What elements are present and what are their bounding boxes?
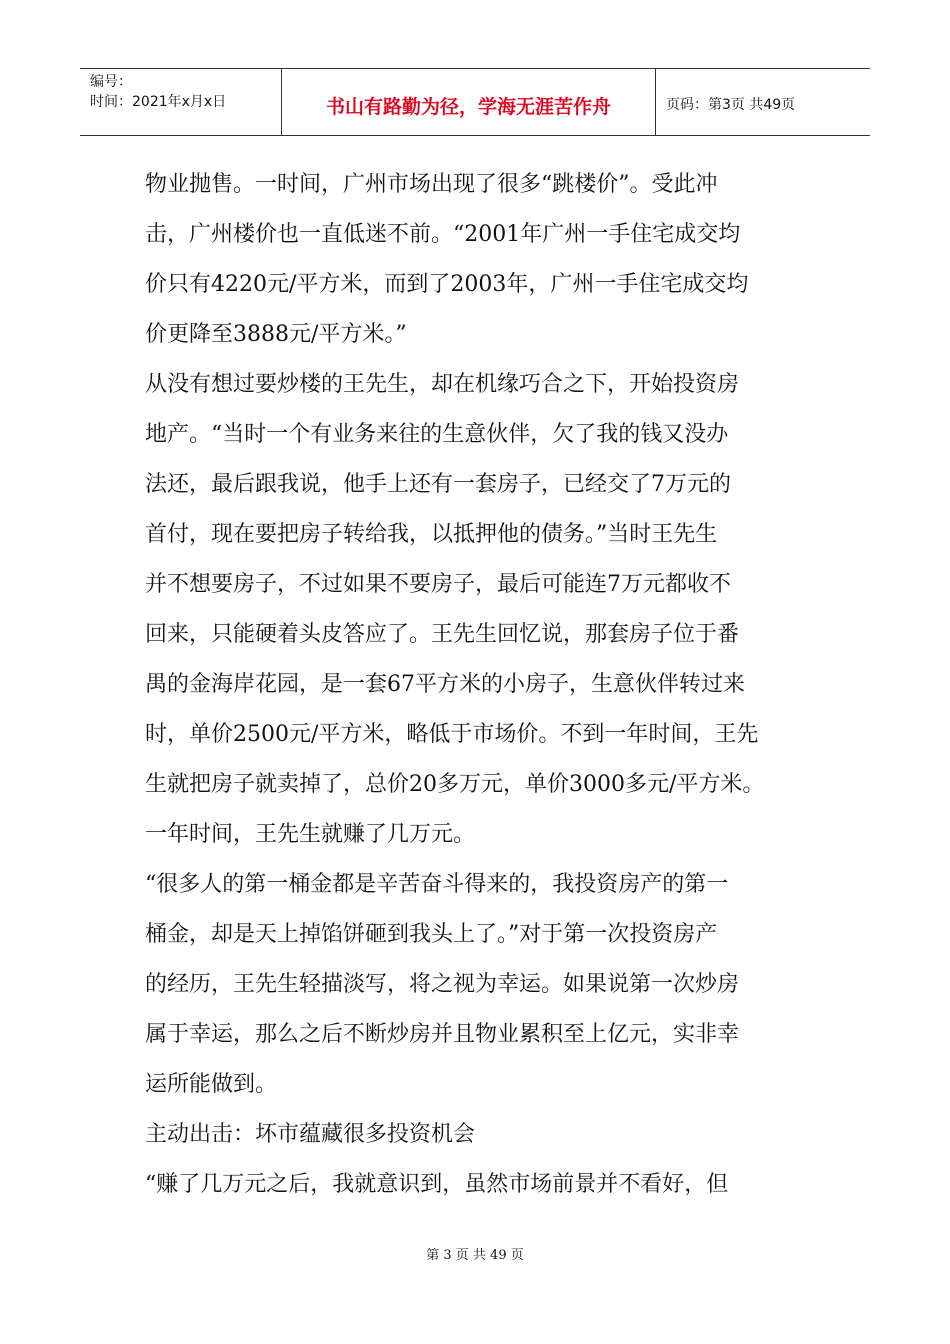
document-body (145, 160, 815, 1210)
body-line: “很多人的第一桶金都是辛苦奋斗得来的，我投资房产的第一 (145, 872, 729, 897)
page-header (80, 68, 870, 136)
body-line: 并不想要房子，不过如果不要房子，最后可能连7万元都收不 (145, 572, 731, 597)
document-number: 编号： (90, 74, 132, 90)
body-line: 击，广州楼价也一直低迷不前。“2001年广州一手住宅成交均 (145, 222, 741, 247)
header-motto: 书山有路勤为径，学海无涯苦作舟 (282, 69, 656, 135)
header-page-info: 页码：第3页 共49页 (666, 97, 796, 113)
section-heading: 主动出击：坏市蕴藏很多投资机会 (145, 1122, 476, 1147)
body-line: 首付，现在要把房子转给我，以抵押他的债务。”当时王先生 (145, 522, 718, 547)
body-line: 一年时间，王先生就赚了几万元。 (145, 822, 476, 847)
body-line: “赚了几万元之后，我就意识到，虽然市场前景并不看好，但 (145, 1172, 729, 1197)
body-line: 价只有4220元/平方米，而到了2003年，广州一手住宅成交均 (145, 272, 749, 297)
page-footer: 第 3 页 共 49 页 (426, 1248, 524, 1263)
body-line: 价更降至3888元/平方米。” (145, 322, 407, 347)
body-line: 的经历，王先生轻描淡写，将之视为幸运。如果说第一次炒房 (145, 972, 740, 997)
body-line: 属于幸运，那么之后不断炒房并且物业累积至上亿元，实非幸 (145, 1022, 740, 1047)
document-date: 时间：2021年x月x日 (90, 94, 227, 110)
header-meta (80, 69, 282, 135)
body-line: 运所能做到。 (145, 1072, 278, 1097)
body-line: 回来，只能硬着头皮答应了。王先生回忆说，那套房子位于番 (145, 622, 740, 647)
body-line: 时，单价2500元/平方米，略低于市场价。不到一年时间，王先 (145, 722, 759, 747)
body-line: 禺的金海岸花园，是一套67平方米的小房子，生意伙伴转过来 (145, 672, 745, 697)
body-line: 物业抛售。一时间，广州市场出现了很多“跳楼价”。受此冲 (145, 172, 718, 197)
body-line: 桶金，却是天上掉馅饼砸到我头上了。”对于第一次投资房产 (145, 922, 718, 947)
body-line: 从没有想过要炒楼的王先生，却在机缘巧合之下，开始投资房 (145, 372, 740, 397)
body-line: 生就把房子就卖掉了，总价20多万元，单价3000多元/平方米。 (145, 772, 765, 797)
body-line: 地产。“当时一个有业务来往的生意伙伴，欠了我的钱又没办 (145, 422, 729, 447)
body-line: 法还，最后跟我说，他手上还有一套房子，已经交了7万元的 (145, 472, 731, 497)
